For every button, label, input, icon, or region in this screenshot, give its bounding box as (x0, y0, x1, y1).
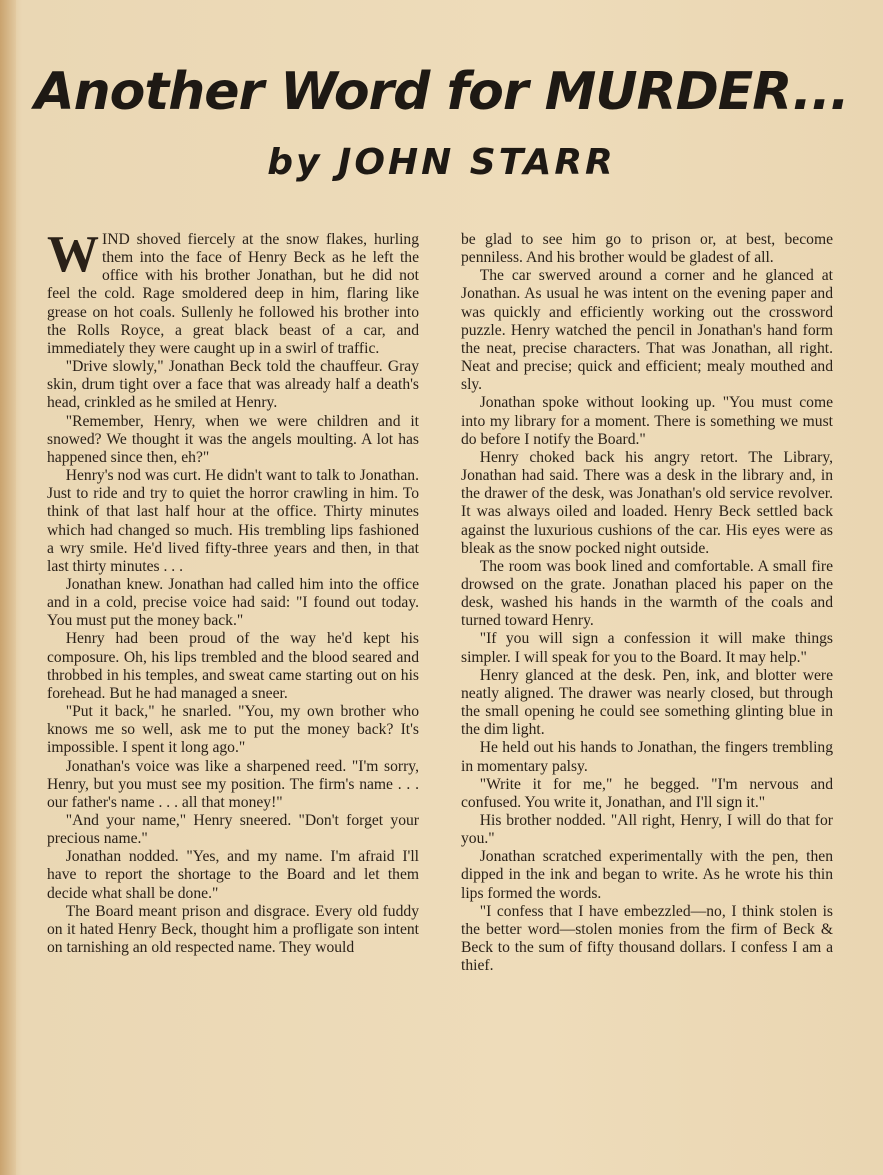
paragraph-text: IND shoved fiercely at the snow flakes, hurling them into the face of Henry Beck as he left the office with his brother Jonathan, but he did not feel the cold. Rage smoldered deep in him, flaring like grease on hot coals. Sullenly he followed his brother into the Rolls Royce, a great black beast of a car, and immediately they were caught up in a swirl of traffic. (47, 231, 419, 357)
paragraph: The Board meant prison and disgrace. Every old fuddy on it hated Henry Beck, thought him a profligate son intent on tarnishing an old respected name. They would (47, 902, 419, 957)
paragraph: be glad to see him go to prison or, at best, become penniless. And his brother would be gladest of all. (461, 231, 833, 267)
paragraph: He held out his hands to Jonathan, the fingers trembling in momentary palsy. (461, 739, 833, 775)
paragraph: "I confess that I have embezzled—no, I think stolen is the better word—stolen monies from the firm of Beck & Beck to the sum of fifty thousand dollars. I confess I am a thief. (461, 902, 833, 975)
story-byline: by JOHN STARR (267, 142, 616, 183)
right-column (461, 231, 833, 975)
paragraph: Henry choked back his angry retort. The Library, Jonathan had said. There was a desk in the library and, in the drawer of the desk, was Jonathan's old service revolver. It was always oiled and loaded. Henry Beck settled back against the luxurious cushions of the car. His eyes were as bleak as the snow pocked night outside. (461, 448, 833, 557)
paragraph: "Write it for me," he begged. "I'm nervous and confused. You write it, Jonathan, and I'll sign it." (461, 775, 833, 811)
paragraph: "Put it back," he snarled. "You, my own brother who knows me so well, ask me to put the money back? It's impossible. I spent it long ago." (47, 703, 419, 757)
paragraph: The room was book lined and comfortable. A small fire drowsed on the grate. Jonathan placed his paper on the desk, washed his hands in the warmth of the coals and turned toward Henry. (461, 557, 833, 630)
paragraph: His brother nodded. "All right, Henry, I will do that for you." (461, 812, 833, 848)
paragraph: Jonathan spoke without looking up. "You must come into my library for a moment. There is something we must do before I notify the Board." (461, 394, 833, 448)
paragraph: "If you will sign a confession it will make things simpler. I will speak for you to the Board. It may help." (461, 630, 833, 666)
story-title: Another Word for MURDER... (34, 62, 849, 122)
paragraph: Jonathan knew. Jonathan had called him into the office and in a cold, precise voice had said: "I found out today. You must put the money back." (47, 575, 419, 630)
paragraph: Jonathan nodded. "Yes, and my name. I'm afraid I'll have to report the shortage to the Board and let them decide what shall be done." (47, 848, 419, 902)
paragraph: Henry glanced at the desk. Pen, ink, and blotter were neatly aligned. The drawer was nearly closed, but through the small opening he could see something glinting blue in the dim light. (461, 666, 833, 739)
drop-cap: W (47, 226, 99, 283)
paragraph: Jonathan scratched experimentally with the pen, then dipped in the ink and began to write. As he wrote his thin lips formed the words. (461, 848, 833, 902)
paragraph: "Drive slowly," Jonathan Beck told the chauffeur. Gray skin, drum tight over a face that was already half a death's head, crinkled as he smiled at Henry. (47, 358, 419, 412)
paragraph: Henry's nod was curt. He didn't want to talk to Jonathan. Just to ride and try to quiet the horror crawling in him. To think of that last half hour at the office. Thirty minutes which had changed so much. His trembling lips fashioned a wry smile. He'd lived fifty-three years and then, in that last thirty minutes . . . (47, 467, 419, 575)
paragraph: Henry had been proud of the way he'd kept his composure. Oh, his lips trembled and the blood seared and throbbed in his temples, and sweat came starting out on his forehead. But he had managed a sneer. (47, 630, 419, 702)
paragraph: The car swerved around a corner and he glanced at Jonathan. As usual he was intent on the evening paper and was quickly and efficiently working out the crossword puzzle. Henry watched the pencil in Jonathan's hand form the neat, precise characters. That was Jonathan, all right. Neat and precise; quick and efficient; mealy mouthed and sly. (461, 267, 833, 394)
paragraph: "And your name," Henry sneered. "Don't forget your precious name." (47, 812, 419, 848)
paragraph: "Remember, Henry, when we were children and it snowed? We thought it was the angels moulting. A lot has happened since then, eh?" (47, 412, 419, 466)
left-column (47, 226, 419, 957)
paragraph: Jonathan's voice was like a sharpened reed. "I'm sorry, Henry, but you must see my position. The firm's name . . . our father's name . . . all that money!" (47, 757, 419, 811)
paragraph (47, 226, 419, 358)
